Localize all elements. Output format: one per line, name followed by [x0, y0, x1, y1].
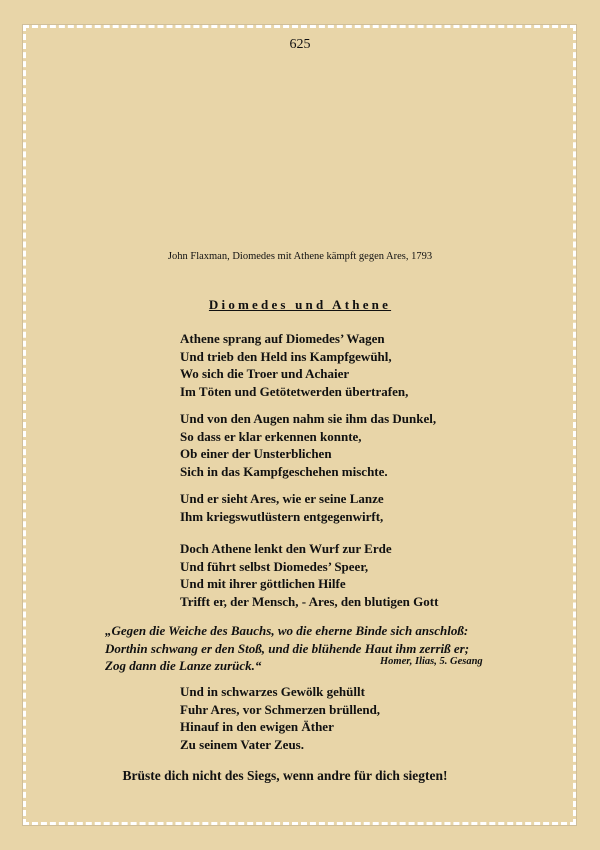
verse-line: Ob einer der Unsterblichen — [180, 446, 332, 462]
quote-line: „Gegen die Weiche des Bauchs, wo die eherne Binde sich anschloß: — [105, 623, 469, 638]
verse-line: Athene sprang auf Diomedes’ Wagen — [180, 331, 385, 346]
page-number: 625 — [289, 37, 311, 52]
quote-line: Zog dann die Lanze zurück.“ — [105, 658, 262, 674]
verse-line: Und führt selbst Diomedes’ Speer, — [180, 558, 369, 574]
verse-line: Doch Athene lenkt den Wurf zur Erde — [180, 541, 392, 556]
stanza-5 — [180, 683, 380, 753]
verse-line: Und mit ihrer göttlichen Hilfe — [180, 576, 346, 592]
verse-line: Und in schwarzes Gewölk gehüllt — [180, 684, 365, 699]
quote-line: Dorthin schwang er den Stoß, und die blühende Haut ihm zerriß er; — [105, 640, 470, 656]
verse-line: Ihm kriegswutlüstern entgegenwirft, — [180, 508, 384, 524]
quote-source: Homer, Ilias, 5. Gesang — [380, 656, 483, 667]
verse-line: Und er sieht Ares, wie er seine Lanze — [180, 491, 384, 506]
stanza-4 — [180, 540, 438, 610]
verse-line: Und trieb den Held ins Kampfgewühl, — [180, 348, 392, 364]
closing-line: Brüste dich nicht des Siegs, wenn andre für dich siegten! — [122, 768, 448, 783]
verse-line: Im Töten und Getötetwerden übertrafen, — [180, 383, 409, 399]
poem-title: Diomedes und Athene — [208, 297, 392, 312]
verse-line: Trifft er, der Mensch, - Ares, den blutigen Gott — [180, 593, 439, 609]
verse-line: Und von den Augen nahm sie ihm das Dunkel, — [180, 411, 437, 426]
verse-line: Hinauf in den ewigen Äther — [180, 719, 334, 735]
verse-line: Fuhr Ares, vor Schmerzen brüllend, — [180, 701, 381, 717]
stanza-3 — [180, 490, 384, 525]
verse-line: Sich in das Kampfgeschehen mischte. — [180, 463, 388, 479]
stanza-2 — [180, 410, 436, 480]
image-caption: John Flaxman, Diomedes mit Athene kämpft gegen Ares, 1793 — [167, 251, 433, 262]
stanza-1 — [180, 330, 408, 400]
verse-line: Zu seinem Vater Zeus. — [180, 736, 304, 752]
verse-line: Wo sich die Troer und Achaier — [180, 366, 350, 382]
verse-line: So dass er klar erkennen konnte, — [180, 428, 362, 444]
